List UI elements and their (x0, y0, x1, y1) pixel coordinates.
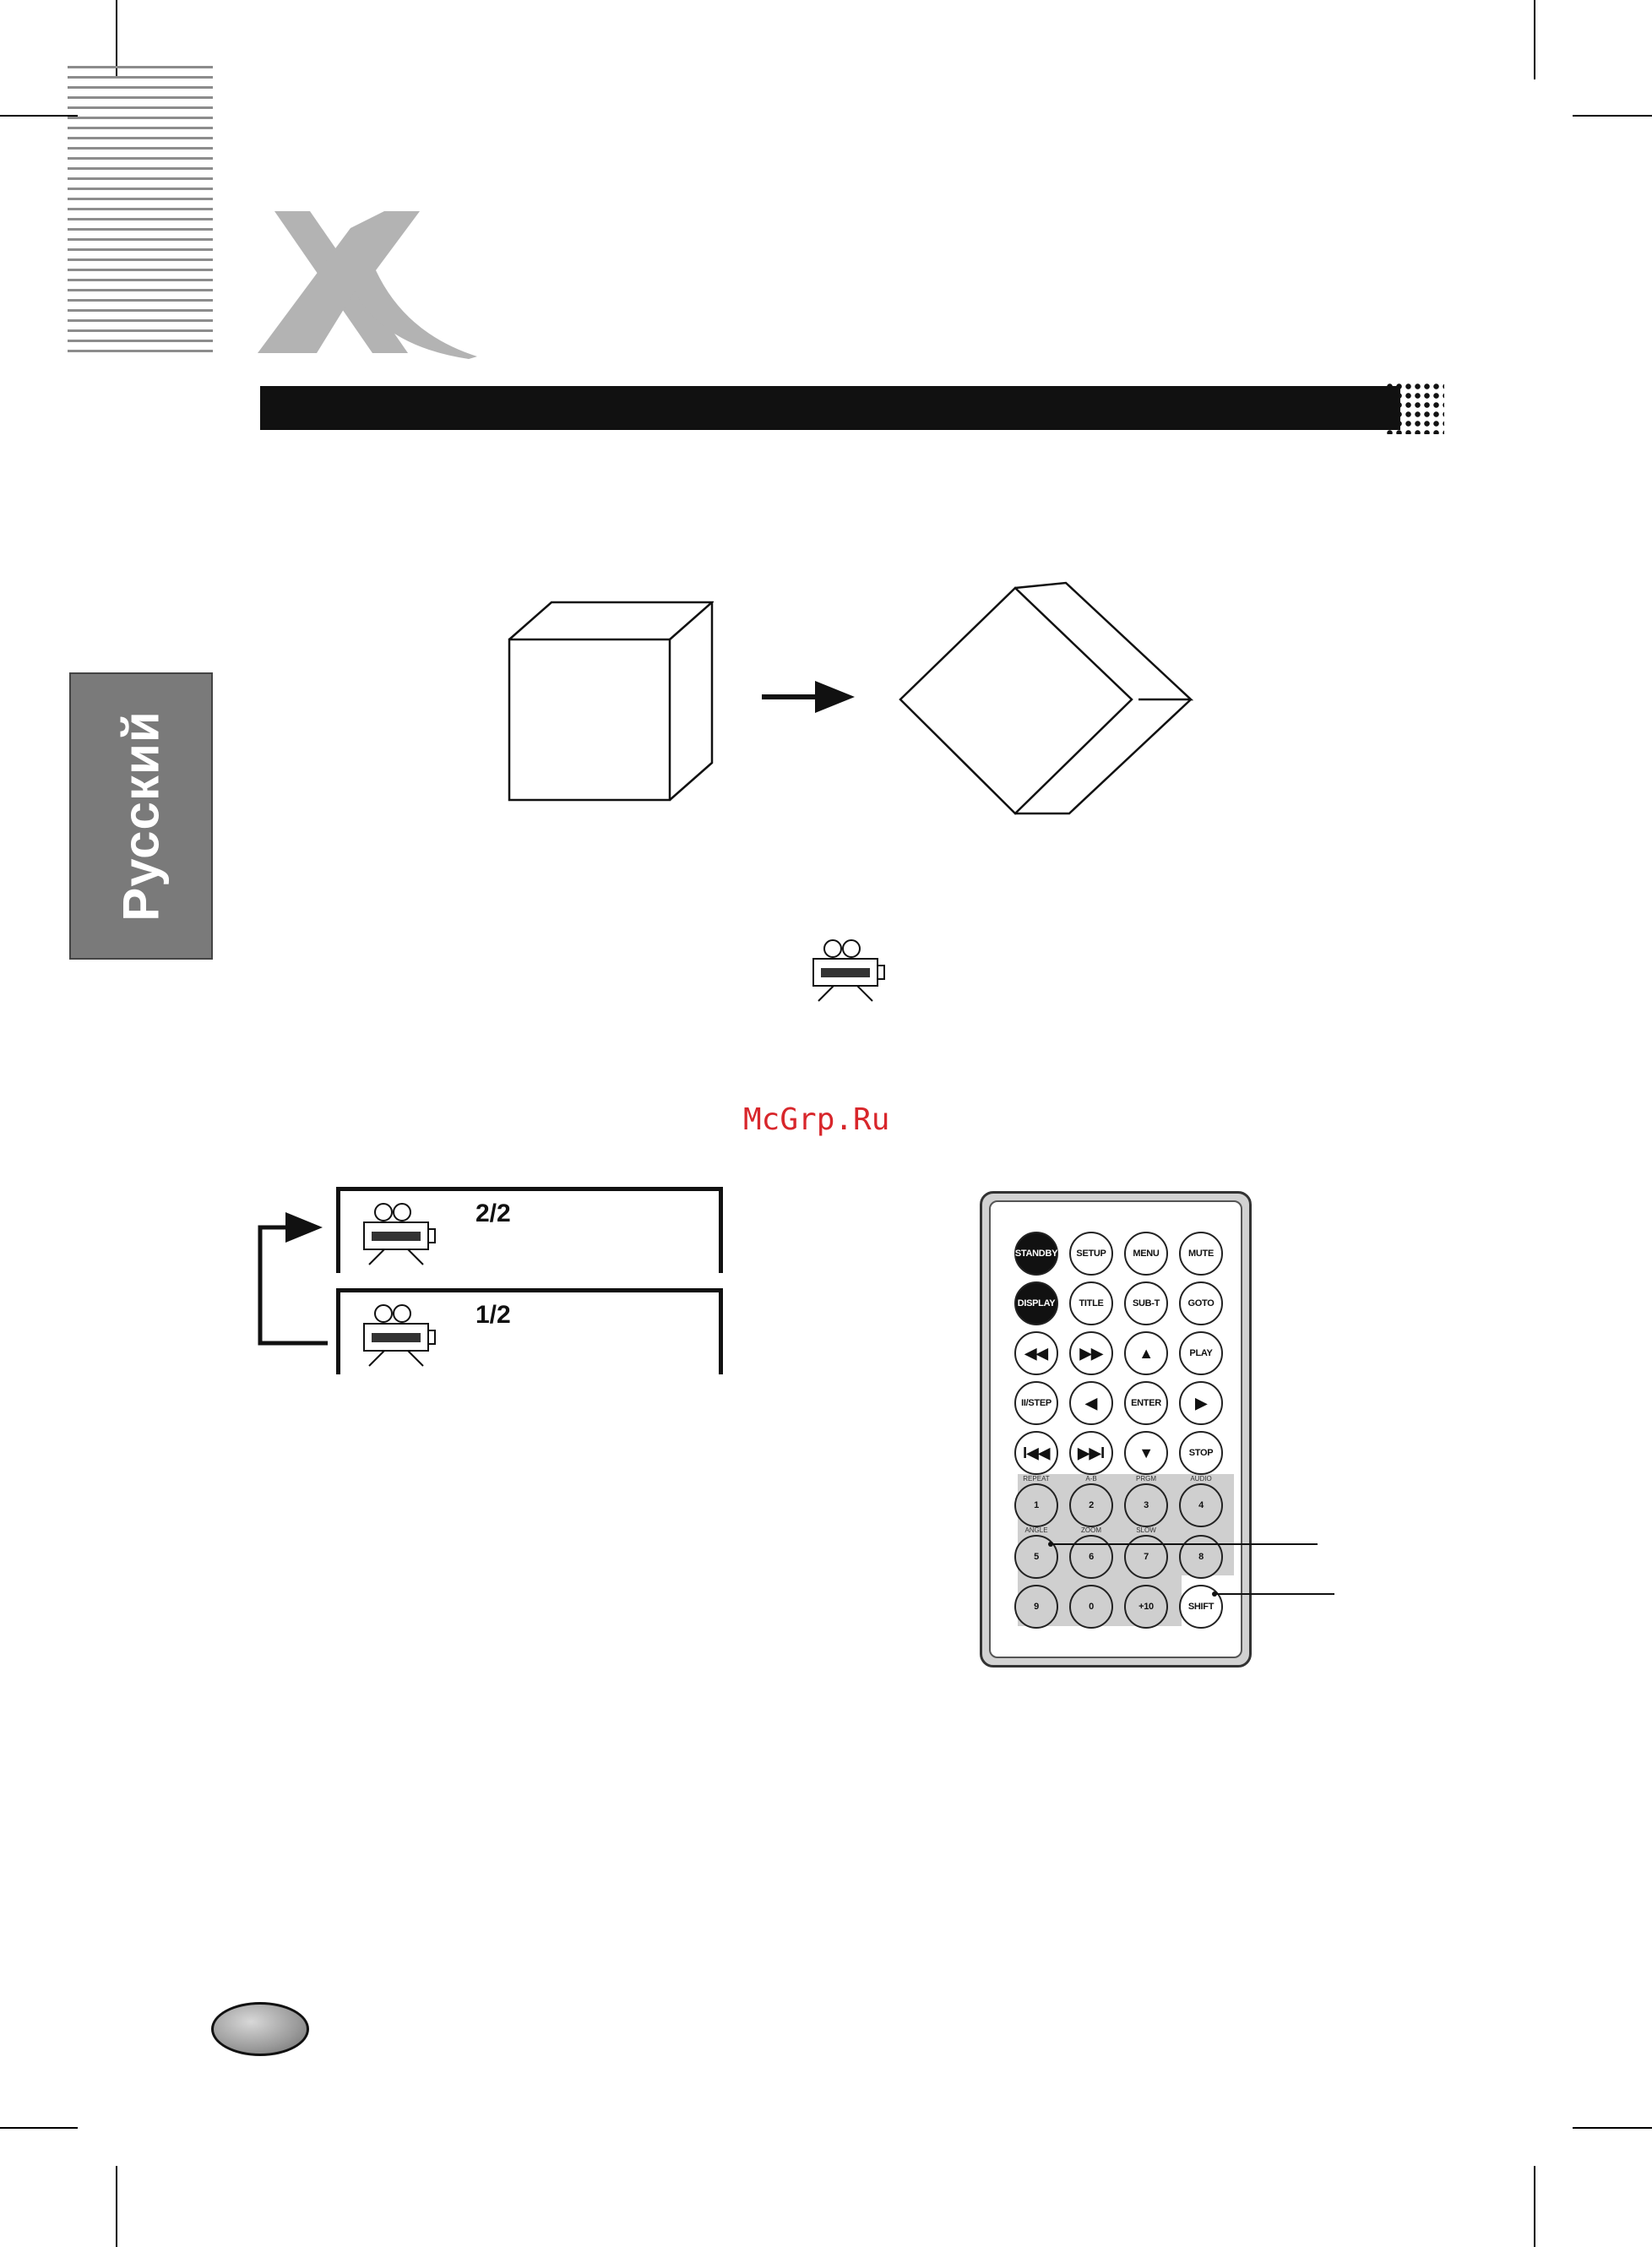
callout-lines (1039, 1533, 1343, 1601)
standby-label: STANDBY (1014, 1249, 1058, 1259)
menu-button[interactable] (1124, 1232, 1168, 1276)
previous-button[interactable] (1014, 1431, 1058, 1475)
arrow-up-icon: ▲ (1138, 1345, 1154, 1362)
stop-label: STOP (1188, 1448, 1214, 1458)
section-header-bar (260, 386, 1400, 430)
ab-label: A-B (1085, 1475, 1097, 1483)
plus-10-label: +10 (1138, 1602, 1154, 1612)
number-3-button[interactable] (1124, 1483, 1168, 1527)
mute-label: MUTE (1188, 1249, 1214, 1259)
setup-button[interactable] (1069, 1232, 1113, 1276)
number-0-label: 0 (1089, 1602, 1094, 1612)
previous-icon: I◀◀ (1023, 1444, 1050, 1461)
number-4-label: 4 (1198, 1500, 1204, 1510)
setup-label: SETUP (1076, 1249, 1106, 1259)
stop-button[interactable] (1179, 1431, 1223, 1475)
subtitle-label: SUB-T (1132, 1298, 1160, 1308)
standby-button[interactable] (1014, 1232, 1058, 1276)
angle-label: ANGLE (1024, 1526, 1048, 1534)
number-2-button[interactable] (1069, 1483, 1113, 1527)
header-halftone (1385, 382, 1444, 434)
enter-button[interactable] (1124, 1381, 1168, 1425)
next-button[interactable] (1069, 1431, 1113, 1475)
language-tab (69, 672, 213, 960)
goto-button[interactable] (1179, 1281, 1223, 1325)
camera-angle-icon (807, 938, 895, 1005)
repeat-label: REPEAT (1023, 1475, 1050, 1483)
number-6-label: 6 (1089, 1552, 1094, 1562)
number-5-label: 5 (1034, 1552, 1039, 1562)
arrow-down-icon: ▼ (1138, 1444, 1154, 1461)
crop-mark-bottom-left (116, 2166, 117, 2247)
right-button[interactable] (1179, 1381, 1223, 1425)
watermark: McGrp.Ru (743, 1102, 890, 1137)
up-button[interactable] (1124, 1331, 1168, 1375)
play-label: PLAY (1189, 1348, 1213, 1358)
loop-arrow-icon (253, 1204, 329, 1347)
angle-osd-2 (336, 1187, 723, 1273)
prgm-label: PRGM (1136, 1475, 1156, 1483)
camera-angle-icon (357, 1201, 446, 1269)
crop-mark-top-left-h (0, 115, 78, 117)
down-button[interactable] (1124, 1431, 1168, 1475)
number-2-label: 2 (1089, 1500, 1094, 1510)
enter-label: ENTER (1131, 1398, 1161, 1408)
menu-label: MENU (1133, 1249, 1160, 1259)
pause-step-label: II/STEP (1021, 1398, 1052, 1408)
arrow-left-icon: ◀ (1085, 1395, 1097, 1412)
number-7-label: 7 (1144, 1552, 1149, 1562)
xoro-x-logo (258, 211, 486, 359)
rotated-cube-icon (897, 581, 1197, 822)
rewind-icon: ◀◀ (1024, 1345, 1048, 1362)
number-8-label: 8 (1198, 1552, 1204, 1562)
number-1-label: 1 (1034, 1500, 1039, 1510)
fast-forward-button[interactable] (1069, 1331, 1113, 1375)
display-label: DISPLAY (1017, 1298, 1056, 1308)
language-label: Русский (112, 710, 170, 922)
shift-label: SHIFT (1187, 1602, 1215, 1612)
title-button[interactable] (1069, 1281, 1113, 1325)
title-label: TITLE (1079, 1298, 1104, 1308)
crop-mark-bottom-left-h (0, 2127, 78, 2129)
crop-mark-bottom-right-h (1573, 2127, 1652, 2129)
camera-angle-icon (357, 1303, 446, 1370)
slow-label: SLOW (1136, 1526, 1156, 1534)
number-1-button[interactable] (1014, 1483, 1058, 1527)
next-icon: ▶▶I (1078, 1444, 1105, 1461)
arrow-right-icon (760, 676, 857, 718)
angle-value: 1/2 (475, 1301, 511, 1329)
arrow-right-icon: ▶ (1195, 1395, 1207, 1412)
fast-forward-icon: ▶▶ (1079, 1345, 1103, 1362)
play-button[interactable] (1179, 1331, 1223, 1375)
audio-label: AUDIO (1190, 1475, 1212, 1483)
rewind-button[interactable] (1014, 1331, 1058, 1375)
number-4-button[interactable] (1179, 1483, 1223, 1527)
crop-mark-top-right-h (1573, 115, 1652, 117)
cube-icon (503, 596, 714, 807)
left-button[interactable] (1069, 1381, 1113, 1425)
number-3-label: 3 (1144, 1500, 1149, 1510)
crop-mark-bottom-right (1534, 2166, 1535, 2247)
mute-button[interactable] (1179, 1232, 1223, 1276)
angle-osd-1 (336, 1288, 723, 1374)
subtitle-button[interactable] (1124, 1281, 1168, 1325)
stripe-decoration (68, 66, 213, 360)
display-button[interactable] (1014, 1281, 1058, 1325)
crop-mark-top-right (1534, 0, 1535, 79)
page-number-badge (211, 2002, 309, 2056)
zoom-label: ZOOM (1081, 1526, 1101, 1534)
pause-step-button[interactable] (1014, 1381, 1058, 1425)
number-9-label: 9 (1034, 1602, 1039, 1612)
goto-label: GOTO (1187, 1298, 1215, 1308)
angle-value: 2/2 (475, 1200, 511, 1227)
